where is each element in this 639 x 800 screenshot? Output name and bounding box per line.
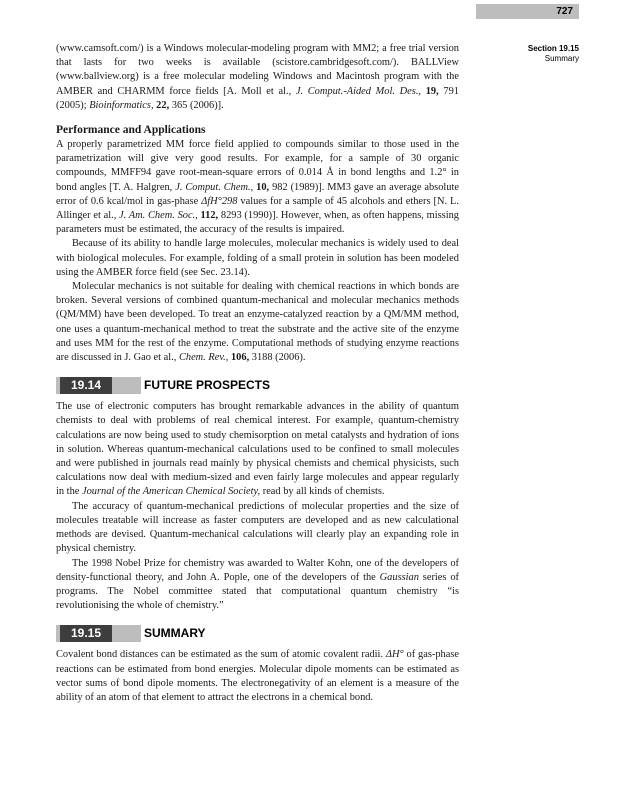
summary-paragraph-1: Covalent bond distances can be estimated as the sum of atomic covalent radii. ΔH° of gas-phase reactions can be estimated from bond energies. Molecular dipole moments can be estimated as vector sums of bond dipole moments. The electronegativity of an element is a measure of the ability of an atom of that element to attract the electrons in a chemical bond.	[56, 649, 459, 703]
page-number: 727	[556, 6, 573, 17]
future-paragraph-2: The accuracy of quantum-mechanical predictions of molecular properties and the size of molecules treatable will increase as faster computers are developed and as new calculational methods are devised. Quantum-mechanical calculations will clearly play an expanding role in physical chemistry.	[56, 500, 459, 555]
enthalpy-change-symbol: ΔH°	[385, 649, 404, 661]
future-paragraph-3: The 1998 Nobel Prize for chemistry was awarded to Walter Kohn, one of the developers of density-functional theory, and John A. Pople, one of the developers of the Gaussian series of programs. The Nobel committee stated that computational quantum chemistry “is revolutionising the whole of chemistry.”	[56, 557, 459, 612]
future-paragraph-1: The use of electronic computers has brought remarkable advances in the ability of quantum chemists to deal with problems of real chemical interest. For example, quantum-chemistry calculations are now being used to study chemisorption on metal catalysts and hydration of ions in solution. Whereas quantum-mechanical calculations used to be confined to small molecules and were published in journals read mainly by physical chemists and chemical physicists, such calculations now deal with medium-sized and even fairly large molecules and appear regularly in the Journal of the American Chemical Society, read by all kinds of chemists.	[56, 401, 459, 498]
subsection-heading: Performance and Applications	[56, 124, 206, 137]
page-number-bar	[476, 4, 579, 19]
section-number: 19.14	[60, 377, 112, 394]
section-title: SUMMARY	[144, 626, 206, 641]
intro-paragraph: (www.camsoft.com/) is a Windows molecular-modeling program with MM2; a free trial version that lasts for two weeks is available (scistore.cambridgesoft.com/). BALLView (www.ballview.org) is a free molecular modeling Windows and Macintosh program with the AMBER and CHARMM force fields [A. Moll et al., J. Comput.-Aided Mol. Des., 19, 791 (2005); Bioinformatics, 22, 365 (2006)].	[56, 43, 459, 111]
performance-paragraph-2: Because of its ability to handle large molecules, molecular mechanics is widely used to deal with biological molecules. For example, folding of a small protein in solution has been modeled using the AMBER force field (see Sec. 23.14).	[56, 238, 459, 278]
section-number-box	[56, 377, 141, 394]
margin-section-number: Section 19.15	[527, 44, 579, 53]
page-body	[56, 42, 459, 705]
margin-section-note	[500, 44, 579, 64]
performance-paragraph-3: Molecular mechanics is not suitable for dealing with chemical reactions in which bonds are broken. Several versions of combined quantum-mechanical and molecular mechanics methods (QM/MM) have been developed. To treat an enzyme-catalyzed reaction by a QM/MM method, one uses a quantum-mechanical method to treat the substrate and the active site of the enzyme and uses MM for the rest of the enzyme. Computational methods of studying enzyme reactions are discussed in J. Gao et al., Chem. Rev., 106, 3188 (2006).	[56, 281, 459, 364]
performance-paragraph-1: A properly parametrized MM force field applied to compounds similar to those used in the parametrization will give very good results. For example, for a sample of 30 organic compounds, MMFF94 gave root-mean-square errors of 0.014 Å in bond lengths and 1.2° in bond angles [T. A. Halgren, J. Comput. Chem., 10, 982 (1989)]. MM3 gave an average absolute error of 0.6 kcal/mol in gas-phase ΔfH°298 values for a sample of 45 alcohols and ethers [N. L. Allinger et al., J. Am. Chem. Soc., 112, 8293 (1990)]. However, when, as often happens, missing parameters must be estimated, the accuracy of the results is impaired.	[56, 139, 459, 236]
section-header-19-15	[56, 625, 459, 642]
enthalpy-symbol: ΔfH°298	[201, 195, 238, 207]
section-number: 19.15	[60, 625, 112, 642]
section-header-19-14	[56, 377, 459, 394]
section-number-box	[56, 625, 141, 642]
section-title: FUTURE PROSPECTS	[144, 378, 271, 393]
margin-section-title: Summary	[544, 54, 579, 63]
